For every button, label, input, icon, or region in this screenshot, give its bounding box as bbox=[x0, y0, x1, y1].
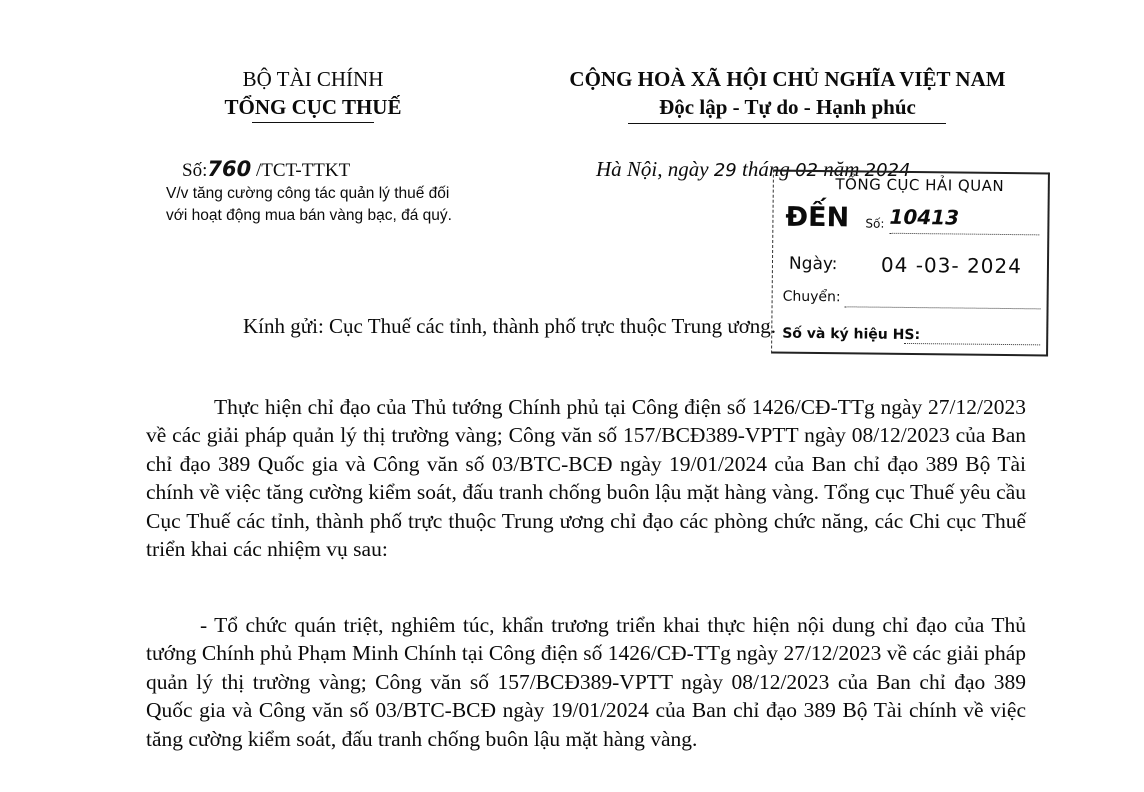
body-paragraph-2: - Tổ chức quán triệt, nghiêm túc, khẩn trương triển khai thực hiện nội dung chỉ đạo của Thủ tướng Chính phủ Phạm Minh Chính tại Công điện số 1426/CĐ-TTg ngày 27/12/2023 về các giải pháp quản lý thị trường vàng; Công văn số 157/BCĐ389-VPTT ngày 08/12/2023 của Ban chỉ đạo 389 Quốc gia và Công văn số 03/BTC-BCĐ ngày 19/01/2024 của Ban chỉ đạo 389 Bộ Tài chính về việc tăng cường kiểm soát, đấu tranh chống buôn lậu mặt hàng vàng. bbox=[146, 613, 1026, 751]
department-underline bbox=[252, 122, 374, 123]
ministry-name: BỘ TÀI CHÍNH bbox=[242, 67, 384, 91]
stamp-registration-number: 10413 bbox=[889, 204, 960, 230]
document-subject: V/v tăng cường công tác quản lý thuế đối với hoạt động mua bán vàng bạc, đá quý. bbox=[166, 185, 452, 224]
document-number-handwritten: 760 bbox=[207, 157, 252, 181]
document-number-suffix: /TCT-TTKT bbox=[251, 160, 351, 181]
document-number-prefix: Số: bbox=[182, 160, 208, 181]
document-number bbox=[182, 157, 350, 183]
stamp-transfer-dotted-line bbox=[845, 306, 1041, 309]
body-paragraph-1: Thực hiện chỉ đạo của Thủ tướng Chính phủ tại Công điện số 1426/CĐ-TTg ngày 27/12/2023 về các giải pháp quản lý thị trường vàng; Công văn số 157/BCĐ389-VPTT ngày 08/12/2023 của Ban chỉ đạo 389 Quốc gia và Công văn số 03/BTC-BCĐ ngày 19/01/2024 của Ban chỉ đạo 389 Bộ Tài chính về việc tăng cường kiểm soát, đấu tranh chống buôn lậu mặt hàng vàng. Tổng cục Thuế yêu cầu Cục Thuế các tỉnh, thành phố trực thuộc Trung ương chỉ đạo các phòng chức năng, các Chi cục Thuế triển khai các nhiệm vụ sau: bbox=[146, 395, 1026, 562]
motto-underline bbox=[628, 123, 946, 124]
stamp-organization: TỔNG CỤC HẢI QUAN bbox=[835, 175, 1005, 195]
date-year: 2024 bbox=[864, 160, 911, 181]
stamp-transfer-label: Chuyển: bbox=[782, 288, 841, 306]
stamp-number-dotted-line bbox=[889, 233, 1039, 236]
recipient-line: Kính gửi: Cục Thuế các tỉnh, thành phố trực thuộc Trung ương. bbox=[243, 314, 777, 338]
stamp-file-dotted-line bbox=[904, 343, 1040, 345]
date-year-label: năm bbox=[817, 157, 865, 181]
received-stamp bbox=[771, 170, 1050, 357]
stamp-date-label: Ngày: bbox=[788, 253, 838, 275]
department-name: TỔNG CỤC THUẾ bbox=[224, 95, 402, 119]
stamp-file-label: Số và ký hiệu HS: bbox=[782, 325, 921, 344]
date-month: 02 bbox=[795, 160, 818, 181]
date-place: Hà Nội, ngày bbox=[596, 157, 709, 181]
stamp-number-label: Số: bbox=[865, 216, 885, 231]
date-day: 29 bbox=[713, 160, 737, 181]
stamp-received-label: ĐẾN bbox=[785, 201, 850, 234]
nation-title: CỘNG HOÀ XÃ HỘI CHỦ NGHĨA VIỆT NAM bbox=[569, 67, 1006, 91]
date-month-label: tháng bbox=[736, 157, 796, 181]
national-motto: Độc lập - Tự do - Hạnh phúc bbox=[659, 95, 916, 119]
stamp-date-value: 04 -03- 2024 bbox=[880, 252, 1023, 279]
